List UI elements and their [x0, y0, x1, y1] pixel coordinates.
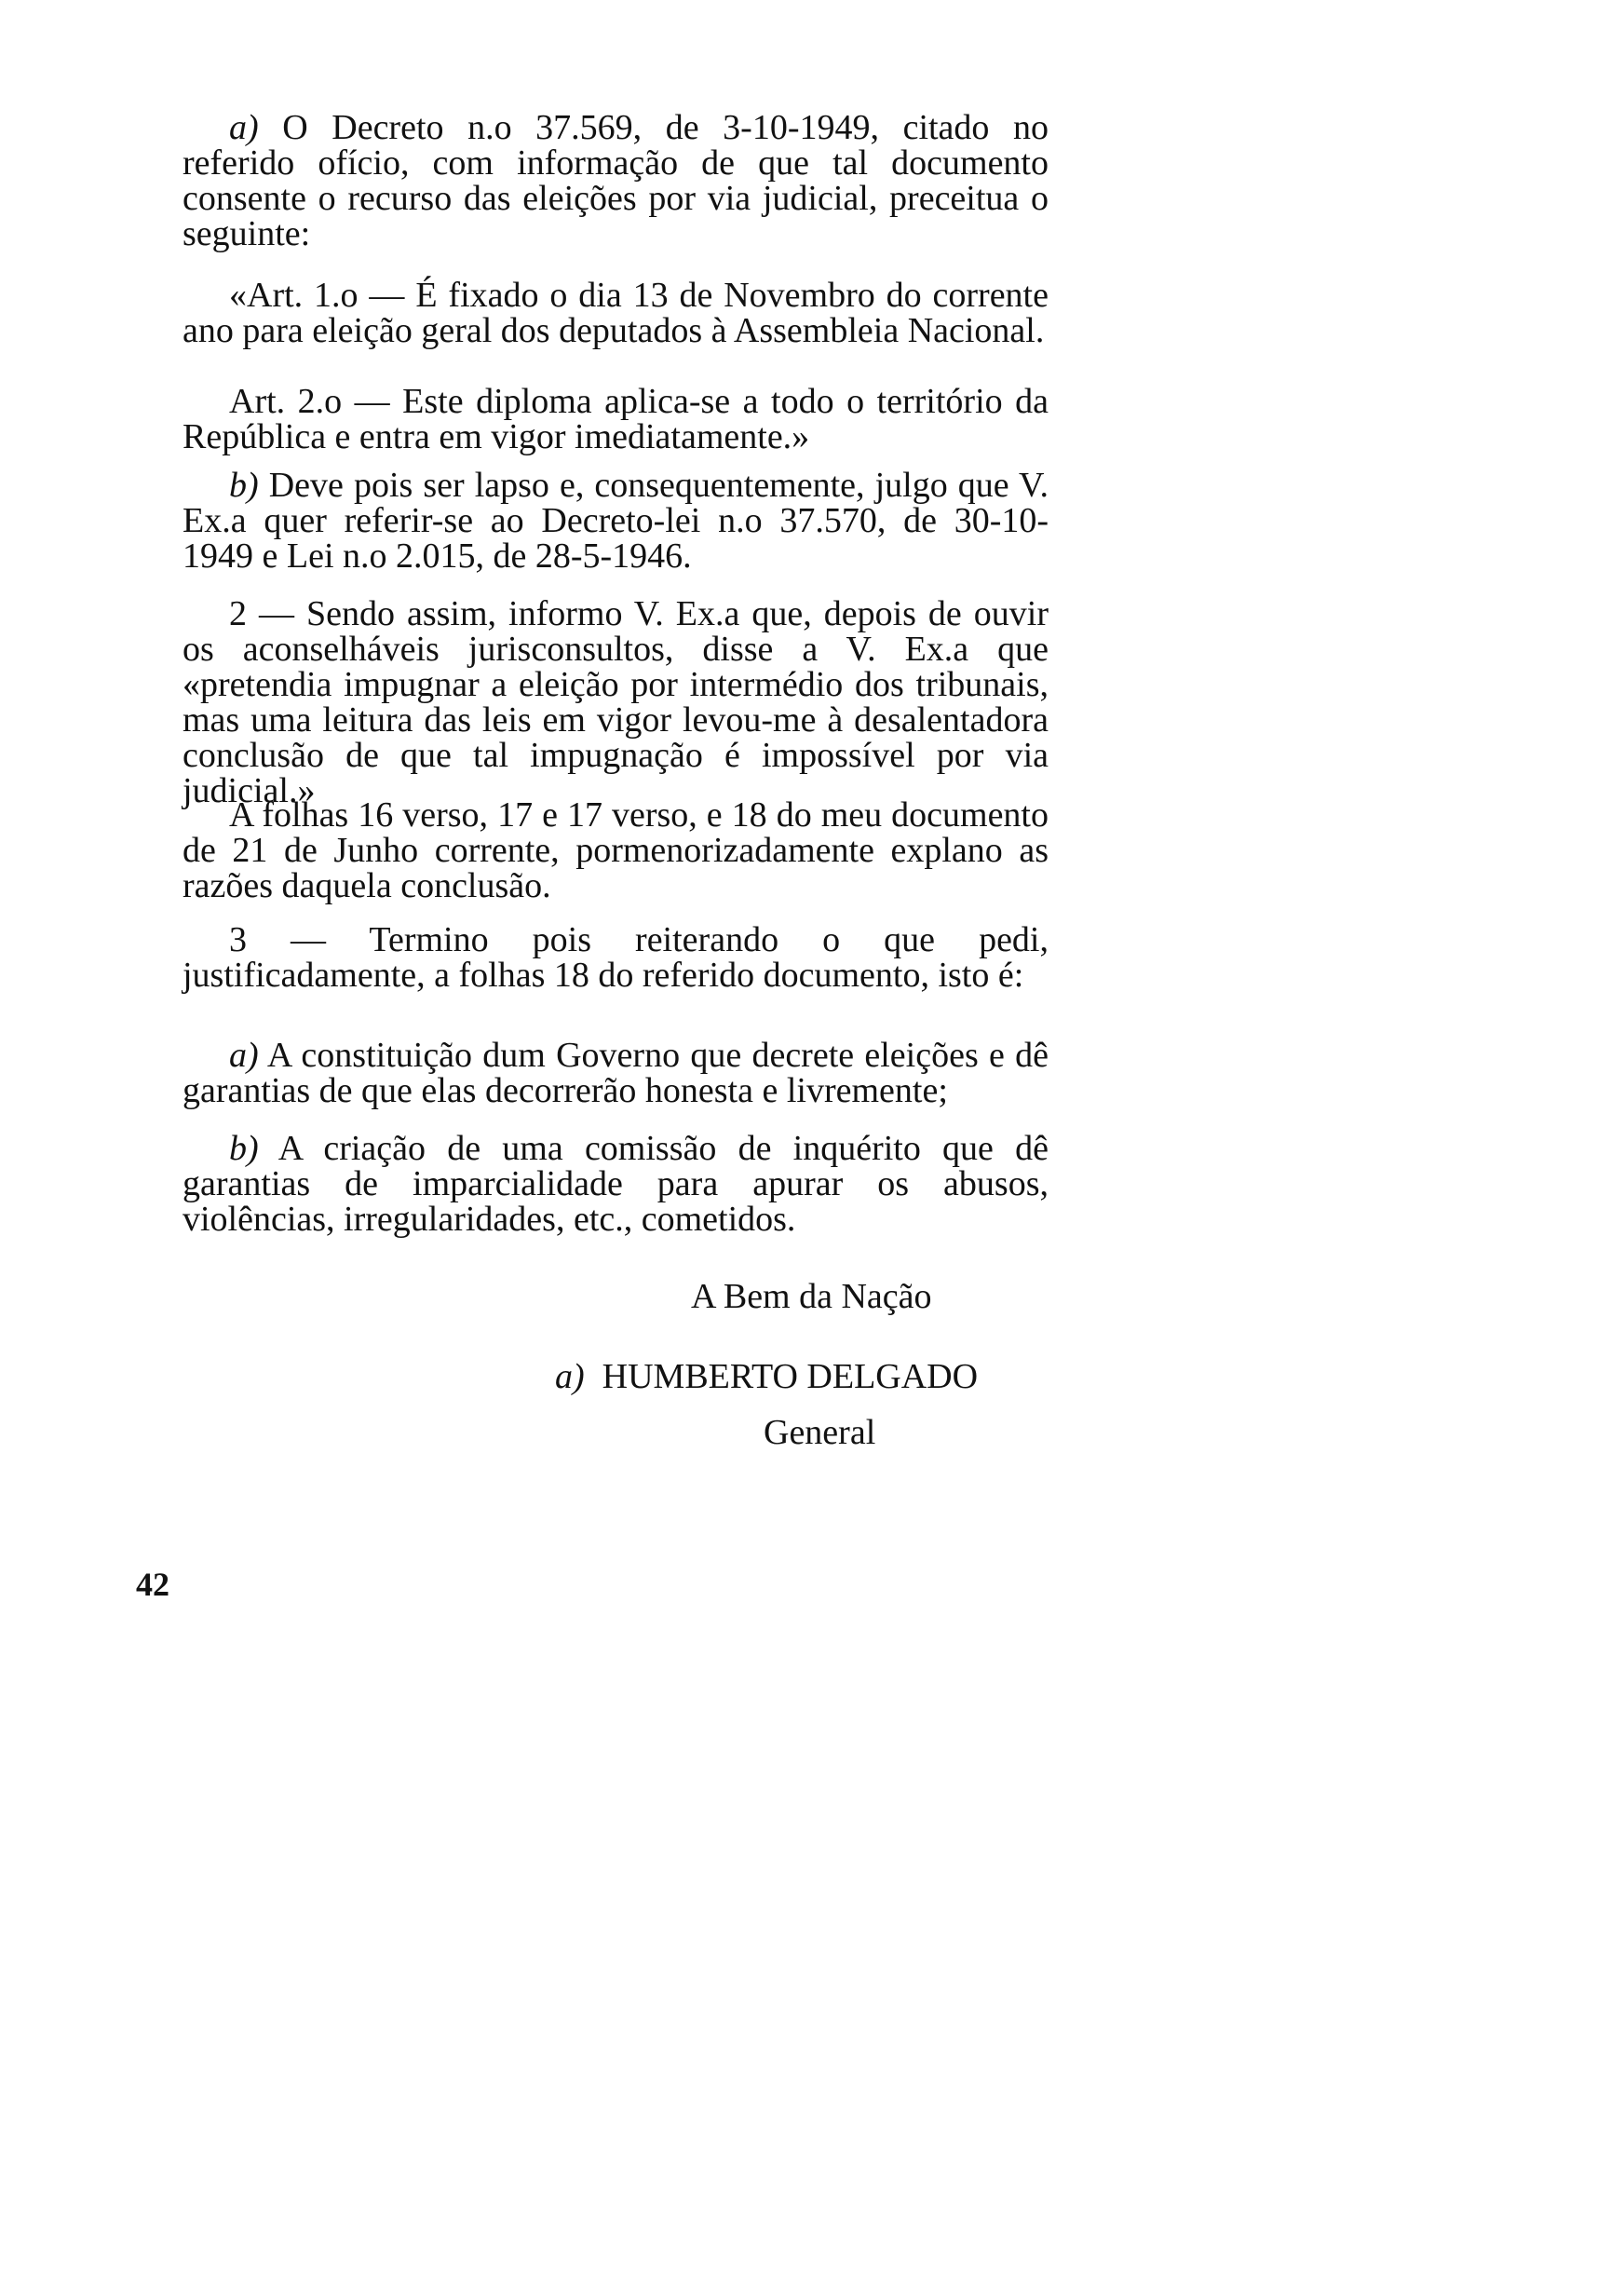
paragraph-text: «Art. 1.o — É fixado o dia 13 de Novembro do corrente ano para eleição geral dos deputados à Assembleia Nacional. — [183, 276, 1049, 350]
signature-line — [555, 1358, 978, 1395]
signature-name: HUMBERTO DELGADO — [602, 1357, 979, 1396]
item-label: b) — [229, 466, 259, 505]
paragraph-comissao — [183, 1131, 1049, 1237]
signature-title: General — [764, 1413, 876, 1452]
paragraph-sendo-assim — [183, 596, 1049, 808]
paragraph-text: Art. 2.o — Este diploma aplica-se a todo o território da República e entra em vigor imediatamente.» — [183, 382, 1049, 456]
paragraph-text: A folhas 16 verso, 17 e 17 verso, e 18 do meu documento de 21 de Junho corrente, pormenorizadamente explano as razões daquela conclusão. — [183, 795, 1049, 905]
paragraph-governo — [183, 1038, 1049, 1108]
paragraph-text: 3 — Termino pois reiterando o que pedi, justificadamente, a folhas 18 do referido documento, isto é: — [183, 920, 1049, 995]
paragraph-termino — [183, 922, 1049, 993]
paragraph-text: 2 — Sendo assim, informo V. Ex.a que, depois de ouvir os aconselháveis jurisconsultos, disse a V. Ex.a que «pretendia impugnar a eleição por intermédio dos tribunais, mas uma leitura das leis em vigor levou-me à desalentadora conclusão de que tal impugnação é impossível por via judicial.» — [183, 594, 1049, 810]
item-label: a) — [229, 108, 259, 147]
paragraph-folhas — [183, 797, 1049, 903]
paragraph-text: A criação de uma comissão de inquérito que dê garantias de imparcialidade para apurar os abusos, violências, irregularidades, etc., cometidos. — [183, 1129, 1049, 1239]
page-number: 42 — [136, 1566, 169, 1603]
signature-label: a) — [555, 1357, 585, 1396]
paragraph-art-1 — [183, 278, 1049, 348]
paragraph-art-2 — [183, 384, 1049, 455]
paragraph-decreto — [183, 110, 1049, 251]
paragraph-lapso — [183, 468, 1049, 574]
item-label: b) — [229, 1129, 259, 1168]
paragraph-text: A constituição dum Governo que decrete eleições e dê garantias de que elas decorrerão honesta e livremente; — [183, 1036, 1049, 1110]
paragraph-text: Deve pois ser lapso e, consequentemente, julgo que V. Ex.a quer referir-se ao Decreto-lei n.o 37.570, de 30-10-1949 e Lei n.o 2.015, de 28-5-1946. — [183, 466, 1049, 576]
closing-salutation: A Bem da Nação — [691, 1277, 932, 1316]
paragraph-text: O Decreto n.o 37.569, de 3-10-1949, citado no referido ofício, com informação de que tal documento consente o recurso das eleições por via judicial, preceitua o seguinte: — [183, 108, 1049, 253]
item-label: a) — [229, 1036, 259, 1075]
